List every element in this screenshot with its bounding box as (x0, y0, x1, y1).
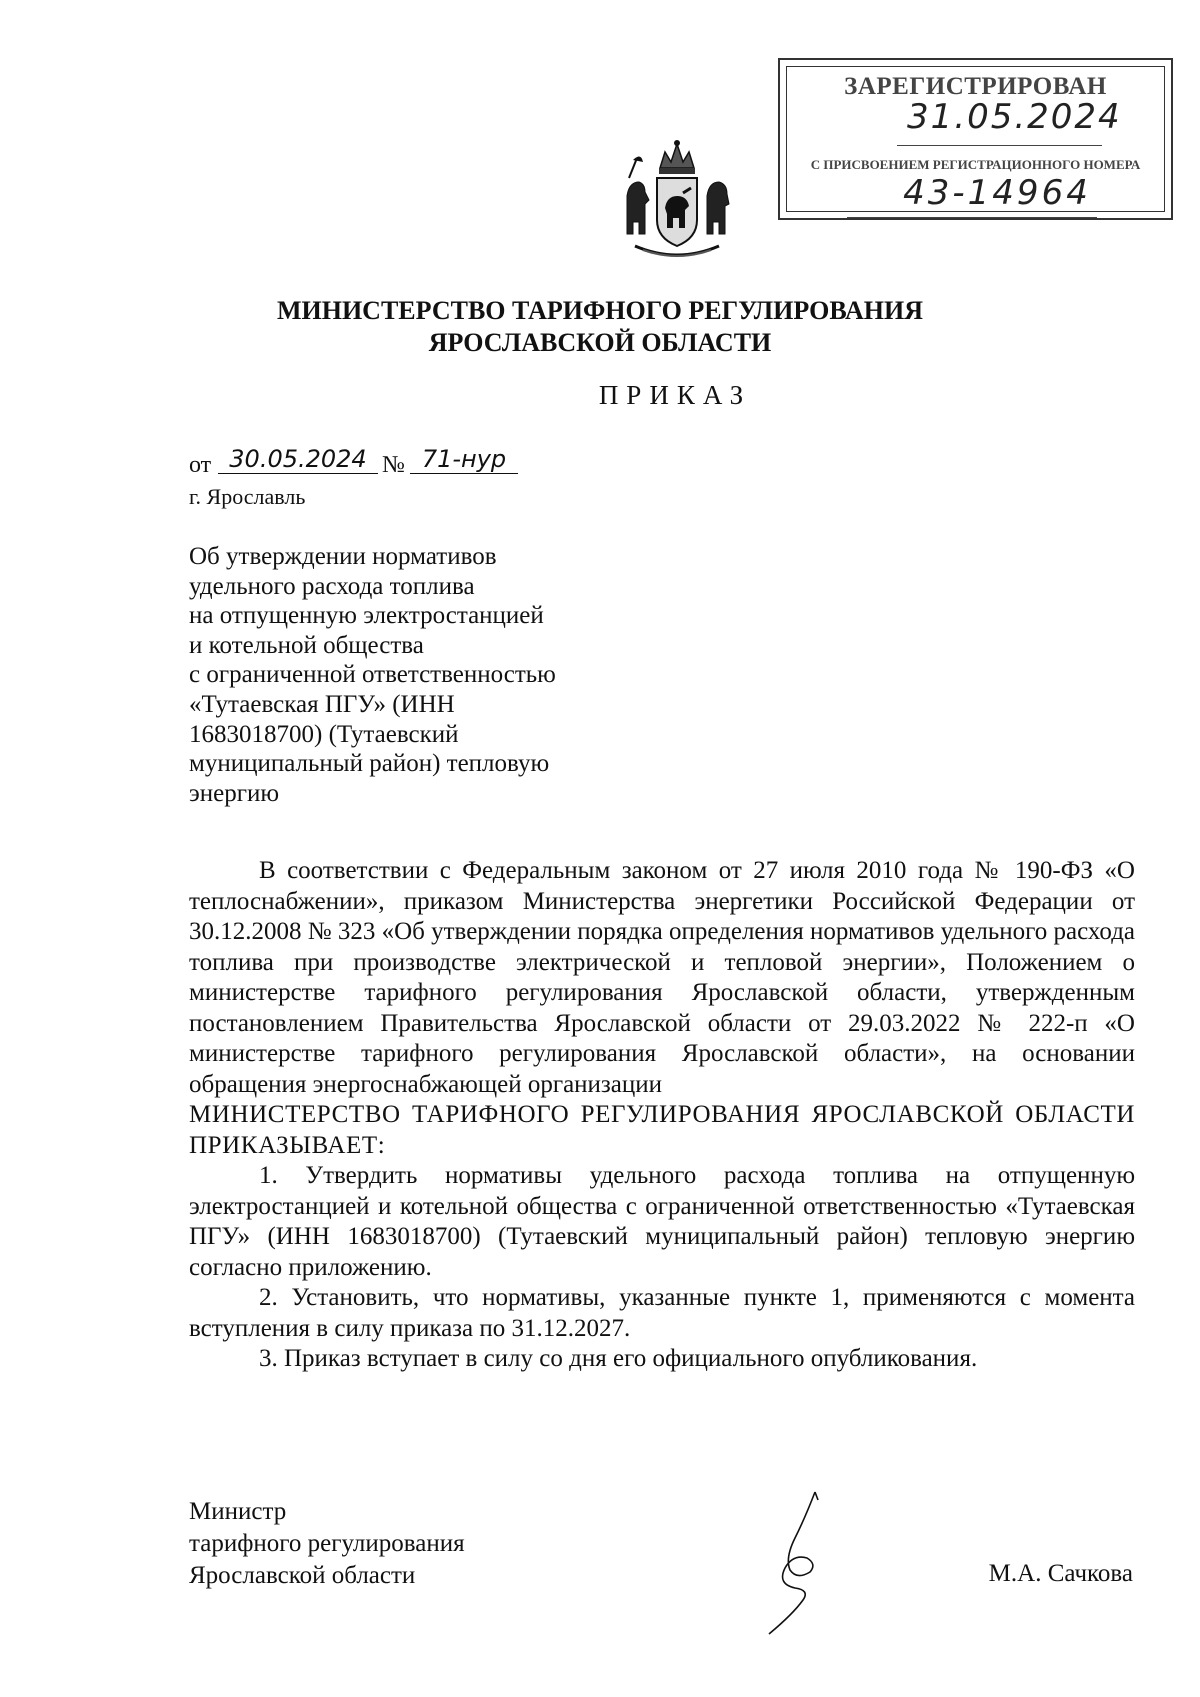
order-body (189, 856, 1135, 1375)
yaroslavl-coat-of-arms-icon (615, 138, 740, 266)
order-number-handwritten: 71-нур (410, 445, 518, 474)
signatory-position-line: Министр (189, 1498, 287, 1525)
subject-line: «Тутаевская ПГУ» (ИНН (189, 690, 455, 718)
item-3-paragraph: 3. Приказ вступает в силу со дня его официального опубликования. (259, 1345, 978, 1372)
decree-line: МИНИСТЕРСТВО ТАРИФНОГО РЕГУЛИРОВАНИЯ ЯРОСЛАВСКОЙ ОБЛАСТИ ПРИКАЗЫВАЕТ: (189, 1101, 1135, 1159)
subject-line: энергию (189, 779, 280, 807)
stamp-title: ЗАРЕГИСТРИРОВАН (844, 73, 1107, 100)
subject-line: Об утверждении нормативов (189, 543, 497, 570)
subject-line: удельного расхода топлива (189, 572, 475, 600)
registration-stamp (778, 58, 1173, 220)
stamp-date-underline (897, 145, 1102, 146)
subject-line: на отпущенную электростанцией (189, 602, 544, 630)
item-1-paragraph: 1. Утвердить нормативы удельного расхода топлива на отпущенную электростанцией и котельной общества с ограниченной ответственностью «Тутаевская ПГУ» (ИНН 1683018700) (Тутаевский муниципальный район) тепловую энергию согласно приложению. (189, 1162, 1135, 1281)
order-number-label: № (382, 452, 405, 478)
subject-line: и котельной общества (189, 631, 424, 659)
subject-line: 1683018700) (Тутаевский (189, 720, 459, 748)
stamp-date: 31.05.2024 (907, 97, 1122, 137)
document-type: ПРИКАЗ (598, 380, 752, 410)
item-2-paragraph: 2. Установить, что нормативы, указанные пункте 1, применяются с момента вступления в силу приказа по 31.12.2027. (189, 1284, 1135, 1342)
signatory-position-line: тарифного регулирования (189, 1530, 465, 1557)
ministry-title-line2: ЯРОСЛАВСКОЙ ОБЛАСТИ (428, 328, 772, 357)
stamp-reg-number: 43-14964 (903, 173, 1091, 213)
signatory-name: М.А. Сачкова (988, 1560, 1133, 1587)
subject-line: с ограниченной ответственностью (189, 661, 556, 689)
stamp-number-underline (847, 217, 1097, 218)
stamp-subtitle: С ПРИСВОЕНИЕМ РЕГИСТРАЦИОННОГО НОМЕРА (810, 157, 1141, 172)
order-city: г. Ярославль (189, 484, 306, 509)
subject-line: муниципальный район) тепловую (189, 750, 550, 778)
order-from-label: от (189, 452, 212, 478)
preamble-paragraph: В соответствии с Федеральным законом от 27 июля 2010 года № 190-ФЗ «О теплоснабжении», приказом Министерства энергетики Российской Федерации от 30.12.2008 № 323 «Об утверждении порядка определения нормативов удельного расхода топлива при производстве электрической и тепловой энергии», Положением о министерстве тарифного регулирования Ярославской области, утвержденным постановлением Правительства Ярославской области от 29.03.2022 № 222-п «О министерстве тарифного регулирования Ярославской области», на основании обращения энергоснабжающей организации (189, 857, 1136, 1098)
order-subject (189, 542, 609, 808)
ministry-title-line1: МИНИСТЕРСТВО ТАРИФНОГО РЕГУЛИРОВАНИЯ (276, 296, 924, 325)
signatory-position (189, 1496, 465, 1592)
order-date-handwritten: 30.05.2024 (218, 445, 378, 474)
handwritten-signature (755, 1488, 845, 1638)
stamp-inner-border (786, 66, 1165, 212)
signatory-position-line: Ярославской области (189, 1562, 416, 1589)
